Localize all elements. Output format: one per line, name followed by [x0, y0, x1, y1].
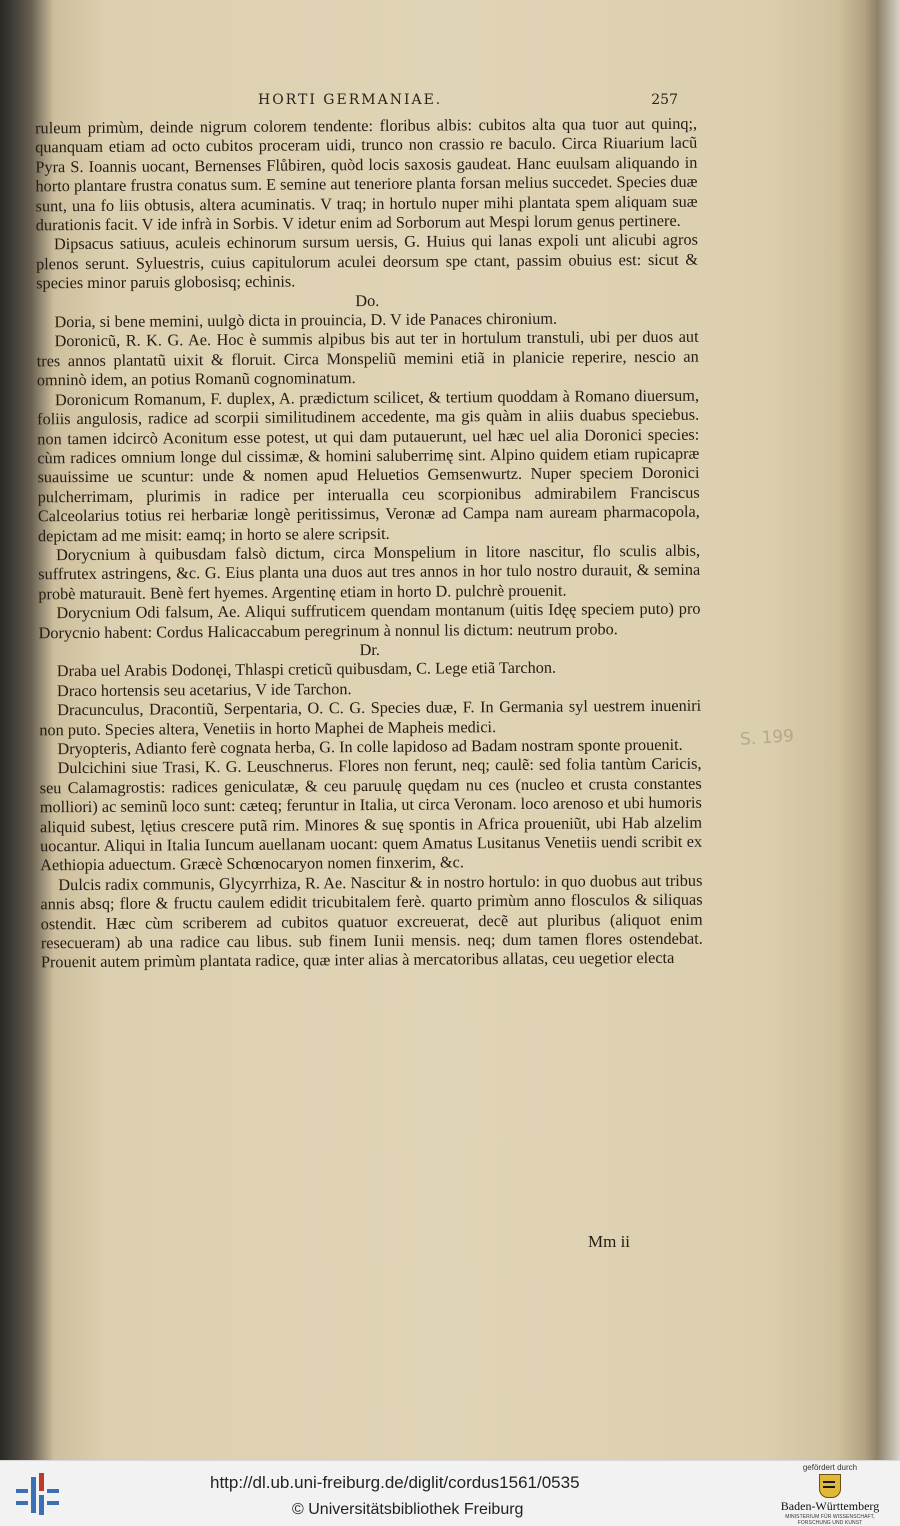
paragraph: Draco hortensis seu acetarius, V ide Tarchon.	[56, 678, 352, 700]
signature-catchword: Mm ii	[588, 1232, 631, 1251]
sponsor-logo	[770, 1463, 890, 1526]
viewer-footer	[0, 1460, 900, 1526]
permalink-url[interactable]: http://dl.ub.uni-freiburg.de/diglit/cordus1561/0535	[210, 1473, 580, 1492]
paragraph: Doria, si bene memini, uulgò dicta in prouincia, D. V ide Panaces chironium.	[54, 308, 558, 332]
sponsor-label: gefördert durch	[802, 1463, 858, 1472]
section-heading: Do.	[355, 290, 380, 310]
paragraph: Dulcis radix communis, Glycyrrhiza, R. Ae. Nascitur & in nostro hortulo: in quo duobus aut tribus annis absq; flore & fructu caulem edidit tricubitalem ferè. quarto primùm anno flosculos & siliquas ostendit. Hæc cùm scriberem ad cubitos quatuor excreuerat, decẽ aut pluribus (aliquot enim resecueram) ab una radice cau libus. sub finem Iunii mensis. neq; dum tamen flores ostendebat. Prouenit autem primùm plantata radice, quæ inter alias à mercatoribus allatas, ceu uegetior electa	[40, 870, 703, 972]
coat-of-arms-icon	[819, 1474, 841, 1498]
paragraph: Doronicum Romanum, F. duplex, A. prædictum scilicet, & tertium quoddam à Romano diuersum, foliis angulosis, radice ad scorpii similitudinem accedente, ma gis quàm in aliis duabus speciebus. non tamen idcircò Aconitum esse potest, ut qui dam putauerunt, uel hæc uel alia Doronici species: cùm radices omnium longe dul cissimæ, & homini saluberrimę sint. Alpino quidem etiam rupicapræ suauissime ue scuntur: unde & nomen apud Heluetios Gemsenwurtz. Nuper speciem Doronici pulcherrimam, plurimis in radice per interualla ceu scorpionibus admirabilem Franciscus Calceolarius totius rei herbariæ longè peritissimus, Veronæ ad Campa nam auream pharmacopola, depictam ad me misit: eamq; in horto se alere scripsit.	[37, 385, 700, 545]
running-title: HORTI GERMANIAE.	[258, 92, 443, 108]
paragraph: Dulcichini siue Trasi, K. G. Leuschnerus. Flores non ferunt, neq; caulẽ: sed folia tantùm Caricis, seu Calamagrostis: radices geniculatæ, & ceu paruulę quędam nu ces (nucleo et crusta constantes molliori) ac seminũ loco sunt: cæteq; feruntur in Italia, ut circa Veronam. loco arenoso et ubi humoris aliquid subest, lętius crescere putã rim. Minores & suę spontis in Africa proueniũt, ubi Hab alzelim uocantur. Aliqui in Italia Iuncum auellanam uocant: quem Amatus Lusitanus Venetiis uendi scribit ex Aethiopia aduectum. Græcè Schœnocaryon nomen finxerim, &c.	[39, 754, 703, 875]
section-heading: Dr.	[359, 639, 380, 660]
pencil-margin-note: S. 199	[739, 726, 795, 750]
body-text	[35, 114, 703, 972]
paragraph: Dorycnium Odi falsum, Ae. Aliqui suffruticem quendam montanum (uitis Idęę speciem puto) pro Dorycnio habent: Cordus Halicaccabum peregrinum à nonnul lis dictum: neutrum probo.	[38, 598, 701, 642]
paragraph: ruleum primùm, deinde nigrum colorem tendente: floribus albis: cubitos alta qua tuor aut quinq;, quanquam etiam ad octo cubitos proceram uidi, trunco non crassio re baculo. Circa Riuarium lacũ Pyra S. Ioannis uocant, Bernenses Flůbiren, quòd locis saxosis gaudeat. Hanc euulsam aliquando in horto plantare frustra conatus sum. E semine aut teneriore planta forsan melius succedet. Species duæ sunt, una fo liis obtusis, altera acuminatis. V traq; in hortulo nuper mihi plantata spem aliquam suæ durationis facit. V ide infrà in Sorbis. V idetur enim ad Sorborum aut Mespi lorum genus pertinere.	[35, 113, 698, 235]
paragraph: Dracunculus, Dracontiũ, Serpentaria, O. C. G. Species duæ, F. In Germania syl uestrem inueniri non puto. Species altera, Venetiis in horto Maphei de Mapheis medici.	[39, 695, 702, 739]
paragraph: Doronicũ, R. K. G. Ae. Hoc è summis alpibus bis aut ter in hortulum transtuli, ubi per duos aut tres annos plantatũ uixit & floruit. Circa Monspeliũ memini etiã in planicie reperire, nescio an omninò idem, an potius Romanũ cognominatum.	[36, 327, 699, 390]
page-number: 257	[651, 92, 678, 108]
paragraph: Draba uel Arabis Dodonęi, Thlaspi creticũ quibusdam, C. Lege etiã Tarchon.	[56, 658, 557, 681]
university-library-logo-icon	[16, 1473, 60, 1517]
paragraph: Dorycnium à quibusdam falsò dictum, circa Monspelium in litore nascitur, flo sculis albis, suffrutex astringens, &c. G. Eius planta una duos aut tres annos in hor tulo nostro durauit, & semina probè maturauit. Benè fert hyemes. Argentinę etiam in horto D. pulchrè prouenit.	[38, 540, 701, 604]
paragraph: Dipsacus satiuus, aculeis echinorum sursum uersis, G. Huius qui lanas expoli unt alicubi agros plenos serunt. Syluestris, cuius capitulorum aculei deorsum spe ctant, passim obuius est: sicut & species minor paruis globosisq; echinis.	[35, 230, 699, 293]
copyright-notice: © Universitätsbibliothek Freiburg	[292, 1501, 524, 1518]
sponsor-name: Baden-Württemberg	[780, 1499, 880, 1513]
sponsor-ministry: MINISTERIUM FÜR WISSENSCHAFT, FORSCHUNG UND KUNST	[785, 1514, 875, 1526]
page-surface	[18, 0, 890, 1460]
paragraph: Dryopteris, Adianto ferè cognata herba, G. In colle lapidoso ad Badam nostram sponte prouenit.	[57, 734, 683, 759]
